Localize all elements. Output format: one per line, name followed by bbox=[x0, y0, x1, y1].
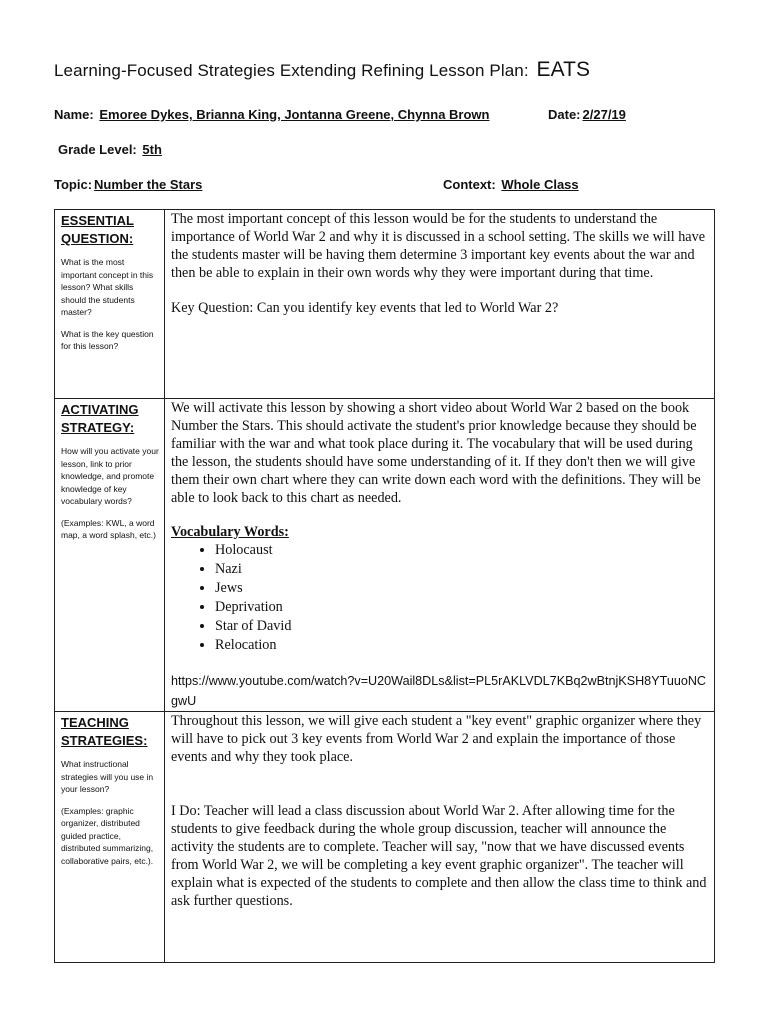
date-value: 2/27/19 bbox=[582, 107, 626, 122]
lesson-plan-table bbox=[54, 209, 715, 963]
name-value: Emoree Dykes, Brianna King, Jontanna Greene, Chynna Brown bbox=[99, 107, 490, 122]
date-label: Date: bbox=[548, 107, 581, 122]
title-lesson-name: EATS bbox=[536, 58, 591, 81]
date-field bbox=[548, 107, 626, 122]
teaching-strategies-row bbox=[55, 712, 715, 963]
teaching-strategies-label-cell bbox=[55, 712, 165, 963]
vocabulary-list bbox=[171, 541, 710, 655]
essential-question-prompt: What is the most important concept in this lesson? What skills should the students master? What is the key question for this lesson? bbox=[61, 257, 154, 351]
title-prefix: Learning-Focused Strategies Extending Refining Lesson Plan: bbox=[54, 61, 529, 80]
activating-strategy-title: ACTIVATING STRATEGY: bbox=[61, 402, 139, 435]
list-item: • Deprivation bbox=[215, 598, 710, 617]
topic-label: Topic: bbox=[54, 177, 93, 192]
teaching-strategies-prompt: What instructional strategies will you use in your lesson? (Examples: graphic organizer, distributed guided practice, distributed summarizing, collaborative pairs, etc.). bbox=[61, 759, 154, 866]
list-item: • Nazi bbox=[215, 560, 710, 579]
activating-strategy-row bbox=[55, 399, 715, 712]
key-question-text: Key Question: Can you identify key events that led to World War 2? bbox=[171, 300, 559, 316]
grade-label: Grade Level: bbox=[58, 142, 137, 157]
i-do-text: I Do: Teacher will lead a class discussion about World War 2. After allowing time for the students to give feedback during the whole group discussion, teacher will announce the activity the students are to complete. Teacher will say, "now that we have discussed events from World War 2, we will be completing a key event graphic organizer". The teacher will explain what is expected of the students to complete and then allow the class time to think and ask further questions. bbox=[171, 803, 707, 909]
activating-strategy-label-cell bbox=[55, 399, 165, 712]
context-label: Context: bbox=[443, 177, 496, 192]
topic-field bbox=[54, 177, 202, 192]
essential-question-row bbox=[55, 210, 715, 399]
context-value: Whole Class bbox=[501, 177, 579, 192]
list-item: • Relocation bbox=[215, 636, 710, 655]
teaching-strategies-text: Throughout this lesson, we will give each student a "key event" graphic organizer where they will have to pick out 3 key events from World War 2 and explain the importance of those events and why they took place. bbox=[171, 713, 702, 765]
list-item: • Holocaust bbox=[215, 541, 710, 560]
list-item: • Star of David bbox=[215, 617, 710, 636]
name-field bbox=[54, 107, 489, 122]
activating-strategy-content bbox=[165, 399, 715, 712]
teaching-strategies-content bbox=[165, 712, 715, 963]
essential-question-text: The most important concept of this lesson would be for the students to understand the importance of World War 2 and why it is discussed in a school setting. The skills we will have the students master will be having them determine 3 important key events about the war and then be able to explain in their own words why they were important during that time. bbox=[171, 211, 705, 281]
video-link[interactable]: https://www.youtube.com/watch?v=U20Wail8DLs&list=PL5rAKLVDL7KBq2wBtnjKSH8YTuuoNCgwU bbox=[171, 674, 707, 708]
grade-field bbox=[58, 142, 162, 157]
essential-question-label-cell bbox=[55, 210, 165, 399]
essential-question-title: ESSENTIAL QUESTION: bbox=[61, 213, 134, 246]
activating-strategy-text: We will activate this lesson by showing a short video about World War 2 based on the book Number the Stars. This should activate the student's prior knowledge because they should be familiar with the war and what took place during it. The vocabulary that will be used during the lesson, the students should have some understanding of it. If they don't then we will give them their own chart where they can write down each word with the definitions. They will be able to look back to this chart as needed. bbox=[171, 400, 701, 506]
vocabulary-heading: Vocabulary Words: bbox=[171, 524, 289, 540]
teaching-strategies-title: TEACHING STRATEGIES: bbox=[61, 715, 148, 748]
activating-strategy-prompt: How will you activate your lesson, link to prior knowledge, and promote knowledge of key vocabulary words? (Examples: KWL, a word map, a word splash, etc.) bbox=[61, 446, 159, 540]
page-title bbox=[54, 58, 590, 82]
list-item: • Jews bbox=[215, 579, 710, 598]
grade-value: 5th bbox=[142, 142, 162, 157]
essential-question-content bbox=[165, 210, 715, 399]
context-field bbox=[443, 177, 579, 192]
name-label: Name: bbox=[54, 107, 94, 122]
topic-value: Number the Stars bbox=[94, 177, 203, 192]
